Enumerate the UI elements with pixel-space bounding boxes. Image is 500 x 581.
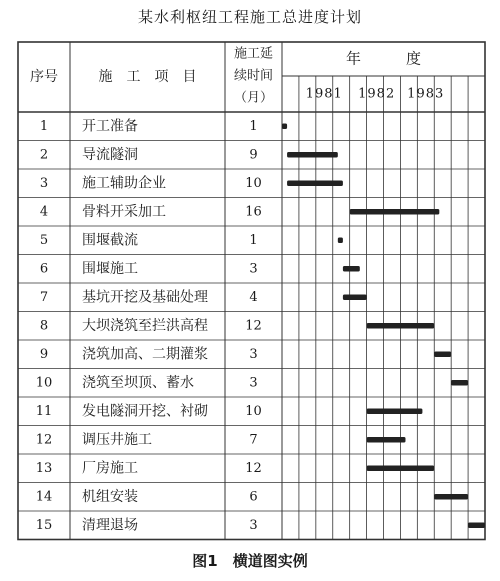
task-number: 1	[39, 118, 49, 134]
task-duration: 9	[249, 147, 258, 163]
task-name: 发电隧洞开挖、衬砌	[82, 403, 208, 420]
task-name: 开工准备	[82, 118, 138, 135]
gantt-bar	[367, 408, 423, 414]
gantt-bar	[434, 351, 451, 357]
task-duration: 16	[245, 204, 262, 220]
gantt-bar	[338, 237, 343, 243]
chart-title: 某水利枢纽工程施工总进度计划	[137, 8, 362, 26]
task-number: 2	[39, 147, 49, 163]
task-name: 浇筑加高、二期灌浆	[82, 346, 208, 363]
figure-caption: 图1 横道图实例	[192, 552, 308, 570]
gantt-bar	[367, 465, 435, 471]
gantt-bar	[287, 152, 338, 158]
gantt-bar	[367, 437, 406, 443]
task-name: 大坝浇筑至拦洪高程	[82, 317, 208, 334]
task-duration: 1	[249, 232, 258, 248]
gantt-bar	[343, 266, 360, 272]
task-number: 13	[35, 460, 53, 476]
gantt-bar	[468, 522, 485, 528]
header-duration-line: 施工延	[233, 46, 274, 62]
task-name: 基坑开挖及基础处理	[82, 289, 208, 306]
gantt-bar	[367, 323, 435, 329]
year-label: 1983	[407, 86, 445, 102]
task-number: 15	[35, 517, 53, 533]
gantt-bar	[343, 294, 367, 300]
gantt-bar	[287, 180, 343, 186]
task-name: 施工辅助企业	[82, 175, 166, 192]
task-number: 8	[39, 318, 49, 334]
task-duration: 12	[245, 318, 262, 334]
task-name: 围堰施工	[82, 260, 138, 277]
task-duration: 3	[249, 346, 258, 362]
header-years-label: 年 度	[345, 49, 422, 68]
task-name: 调压井施工	[82, 431, 152, 448]
task-name: 导流隧洞	[82, 146, 138, 163]
header-seq: 序号	[30, 69, 58, 85]
task-number: 5	[39, 232, 49, 248]
task-number: 3	[39, 175, 49, 191]
task-number: 9	[39, 346, 49, 362]
task-name: 围堰截流	[82, 232, 138, 249]
task-duration: 3	[249, 261, 258, 277]
task-number: 4	[39, 204, 49, 220]
task-name: 机组安装	[82, 488, 138, 505]
task-number: 11	[35, 403, 53, 419]
task-number: 12	[35, 432, 53, 448]
task-duration: 1	[249, 118, 258, 134]
task-duration: 3	[249, 517, 258, 533]
gantt-bar	[350, 209, 440, 215]
header-item: 施 工 项 目	[98, 69, 197, 85]
task-duration: 12	[245, 460, 262, 476]
task-number: 14	[35, 489, 53, 505]
task-duration: 4	[249, 289, 258, 305]
task-number: 7	[39, 289, 49, 305]
task-duration: 3	[249, 375, 258, 391]
task-name: 骨料开采加工	[82, 203, 166, 220]
task-duration: 7	[249, 432, 258, 448]
header-duration-line: 续时间	[233, 68, 274, 84]
year-label: 1981	[305, 86, 343, 102]
gantt-bar	[282, 123, 287, 129]
task-number: 6	[39, 261, 49, 277]
task-duration: 6	[249, 489, 258, 505]
task-name: 浇筑至坝顶、蓄水	[82, 374, 194, 391]
header-duration-line: （月）	[233, 90, 274, 106]
year-label: 1982	[358, 86, 396, 102]
task-number: 10	[35, 375, 53, 391]
task-duration: 10	[245, 403, 262, 419]
gantt-bar	[451, 380, 468, 386]
task-name: 清理退场	[82, 517, 138, 534]
task-name: 厂房施工	[82, 460, 138, 477]
task-duration: 10	[245, 175, 262, 191]
gantt-bar	[434, 494, 468, 500]
